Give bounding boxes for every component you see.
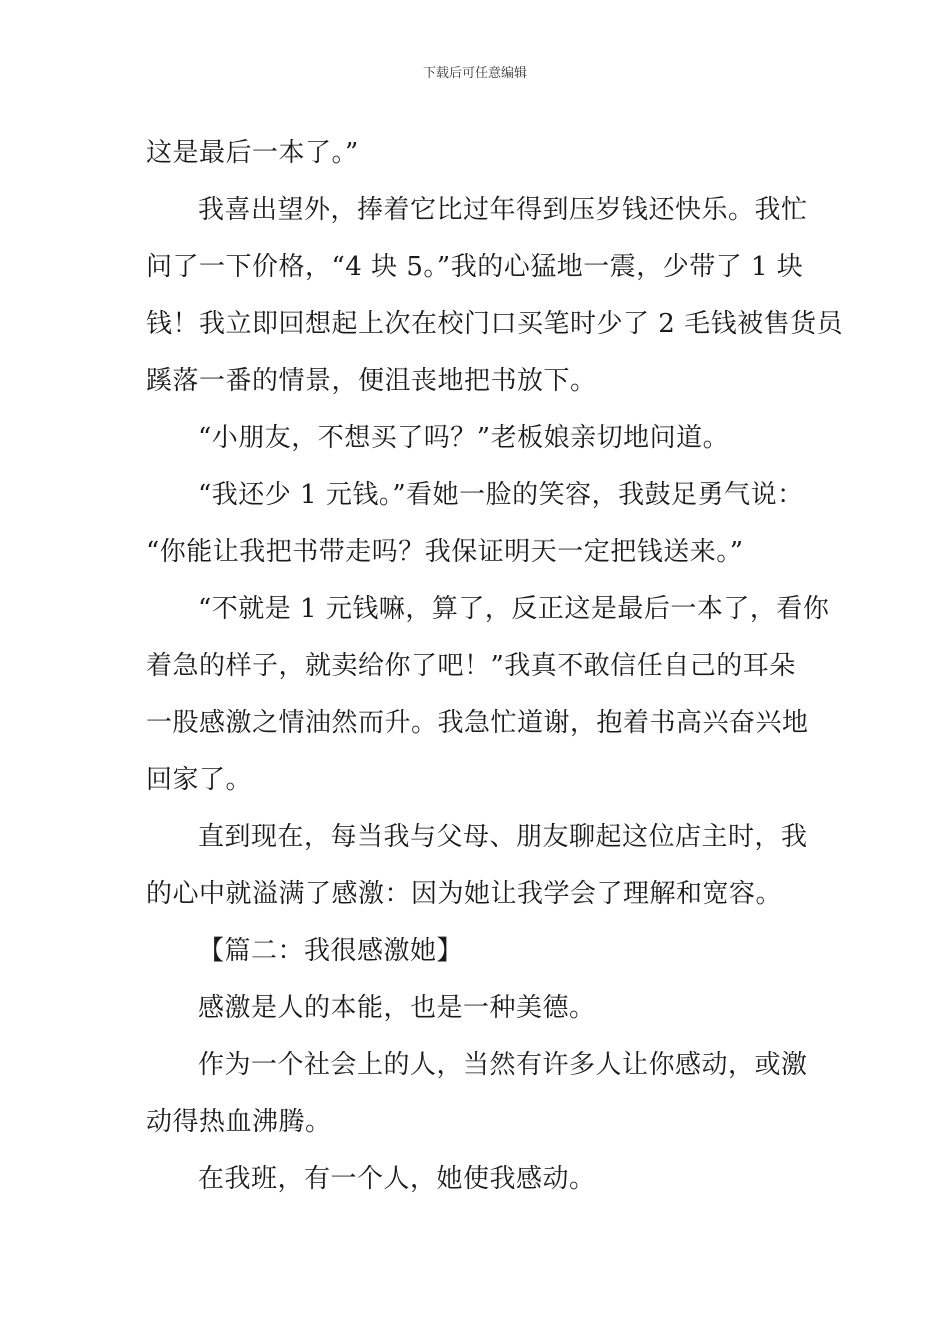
body-line: “你能让我把书带走吗？我保证明天一定把钱送来。” (146, 537, 744, 567)
body-line: 直到现在，每当我与父母、朋友聊起这位店主时，我 (198, 822, 808, 852)
body-line: 一股感激之情油然而升。我急忙道谢，抱着书高兴奋兴地 (146, 708, 809, 738)
body-line: 着急的样子，就卖给你了吧！”我真不敢信任自己的耳朵 (146, 651, 796, 681)
body-line: 在我班，有一个人，她使我感动。 (198, 1164, 596, 1194)
body-line: 回家了。 (146, 765, 253, 795)
section-heading: 【篇二：我很感激她】 (198, 936, 464, 966)
body-line: 动得热血沸腾。 (146, 1107, 332, 1137)
body-line: 这是最后一本了。” (146, 138, 359, 168)
body-line: 的心中就溢满了感激：因为她让我学会了理解和宽容。 (146, 879, 783, 909)
body-line: “我还少 1 元钱。”看她一脸的笑容，我鼓足勇气说： (198, 480, 804, 510)
body-line: 感激是人的本能，也是一种美德。 (198, 993, 596, 1023)
page-header-note: 下载后可任意编辑 (422, 66, 527, 81)
body-line: 我喜出望外，捧着它比过年得到压岁钱还快乐。我忙 (198, 195, 808, 225)
body-line: 作为一个社会上的人，当然有许多人让你感动，或激 (198, 1050, 808, 1080)
body-line: “不就是 1 元钱嘛，算了，反正这是最后一本了，看你 (198, 594, 830, 624)
body-line: 问了一下价格，“4 块 5。”我的心猛地一震，少带了 1 块 (146, 252, 804, 282)
body-line: 钱！我立即回想起上次在校门口买笔时少了 2 毛钱被售货员 (146, 309, 844, 339)
body-line: 蹊落一番的情景，便沮丧地把书放下。 (146, 366, 597, 396)
body-line: “小朋友，不想买了吗？”老板娘亲切地问道。 (198, 423, 730, 453)
